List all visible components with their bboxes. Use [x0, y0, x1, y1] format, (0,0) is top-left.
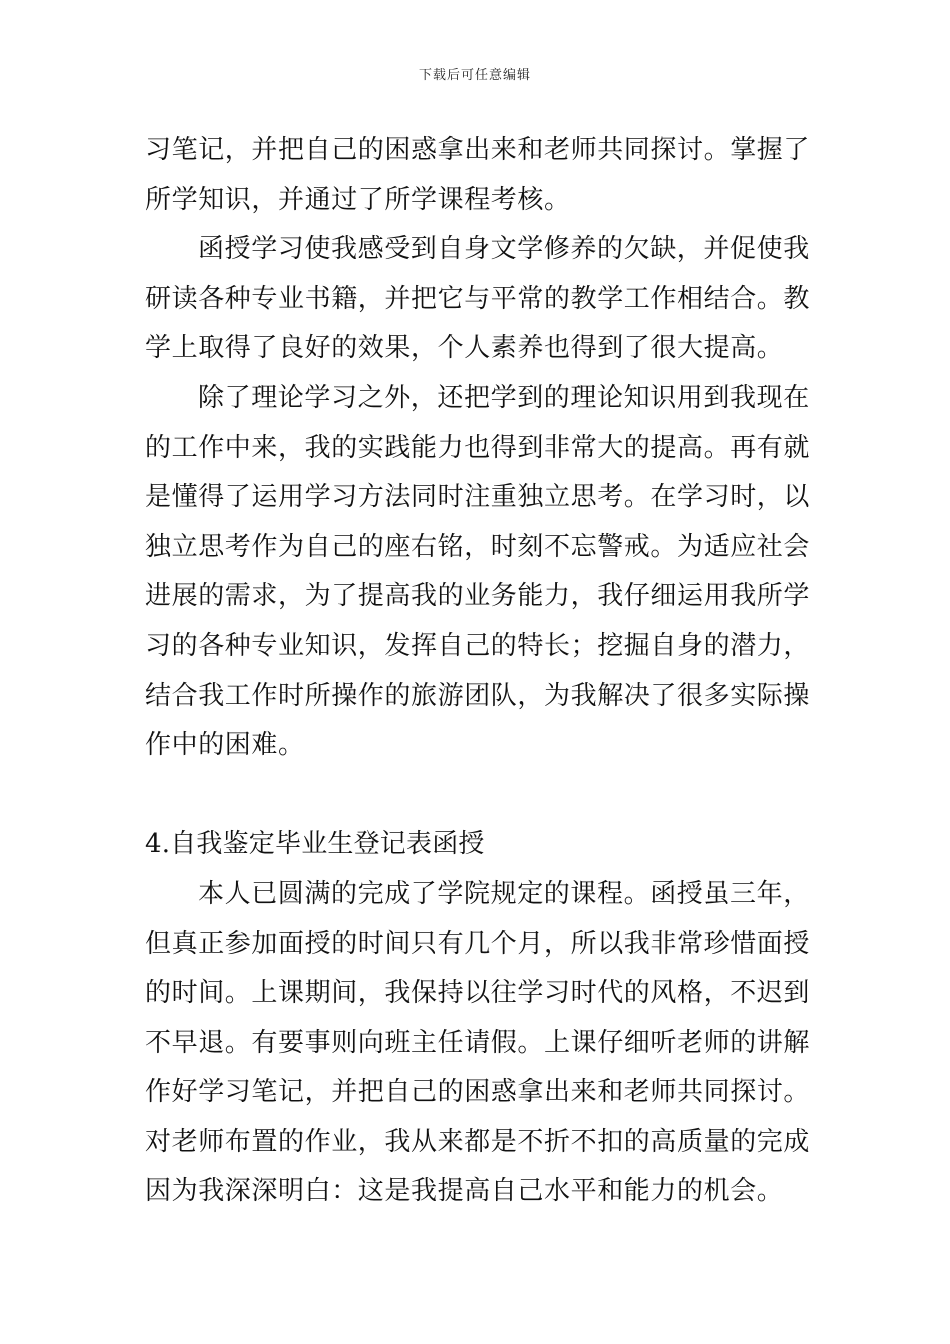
text-line: 对老师布置的作业，我从来都是不折不扣的高质量的完成 — [145, 1126, 811, 1157]
section-heading: 4.自我鉴定毕业生登记表函授 — [145, 829, 485, 860]
text-line: 独立思考作为自己的座右铭，时刻不忘警戒。为适应社会 — [145, 531, 811, 562]
text-line: 研读各种专业书籍，并把它与平常的教学工作相结合。教 — [145, 283, 811, 314]
text-line: 作好学习笔记，并把自己的困惑拿出来和老师共同探讨。 — [145, 1077, 811, 1108]
text-line: 学上取得了良好的效果，个人素养也得到了很大提高。 — [145, 333, 784, 364]
paragraph-start-line: 除了理论学习之外，还把学到的理论知识用到我现在 — [198, 382, 810, 413]
text-line: 所学知识，并通过了所学课程考核。 — [145, 184, 571, 215]
text-line: 的时间。上课期间，我保持以往学习时代的风格，不迟到 — [145, 978, 811, 1009]
text-line: 但真正参加面授的时间只有几个月，所以我非常珍惜面授 — [145, 928, 811, 959]
text-line: 作中的困难。 — [145, 730, 305, 761]
text-line: 习笔记，并把自己的困惑拿出来和老师共同探讨。掌握了 — [145, 135, 811, 165]
paragraph-gap — [145, 771, 805, 821]
text-line: 习的各种专业知识，发挥自己的特长；挖掘自身的潜力， — [145, 630, 811, 661]
paragraph-start-line: 函授学习使我感受到自身文学修养的欠缺，并促使我 — [198, 234, 810, 265]
paragraph-start-line: 本人已圆满的完成了学院规定的课程。函授虽三年， — [198, 878, 810, 909]
text-line: 的工作中来，我的实践能力也得到非常大的提高。再有就 — [145, 432, 811, 463]
text-line: 因为我深深明白：这是我提高自己水平和能力的机会。 — [145, 1176, 784, 1207]
document-body — [145, 126, 811, 1217]
text-line: 进展的需求，为了提高我的业务能力，我仔细运用我所学 — [145, 581, 811, 612]
text-line: 是懂得了运用学习方法同时注重独立思考。在学习时，以 — [145, 482, 811, 513]
text-line: 结合我工作时所操作的旅游团队，为我解决了很多实际操 — [145, 680, 811, 711]
text-line: 不早退。有要事则向班主任请假。上课仔细听老师的讲解 — [145, 1027, 811, 1058]
page-header: 下载后可任意编辑 — [418, 68, 531, 83]
